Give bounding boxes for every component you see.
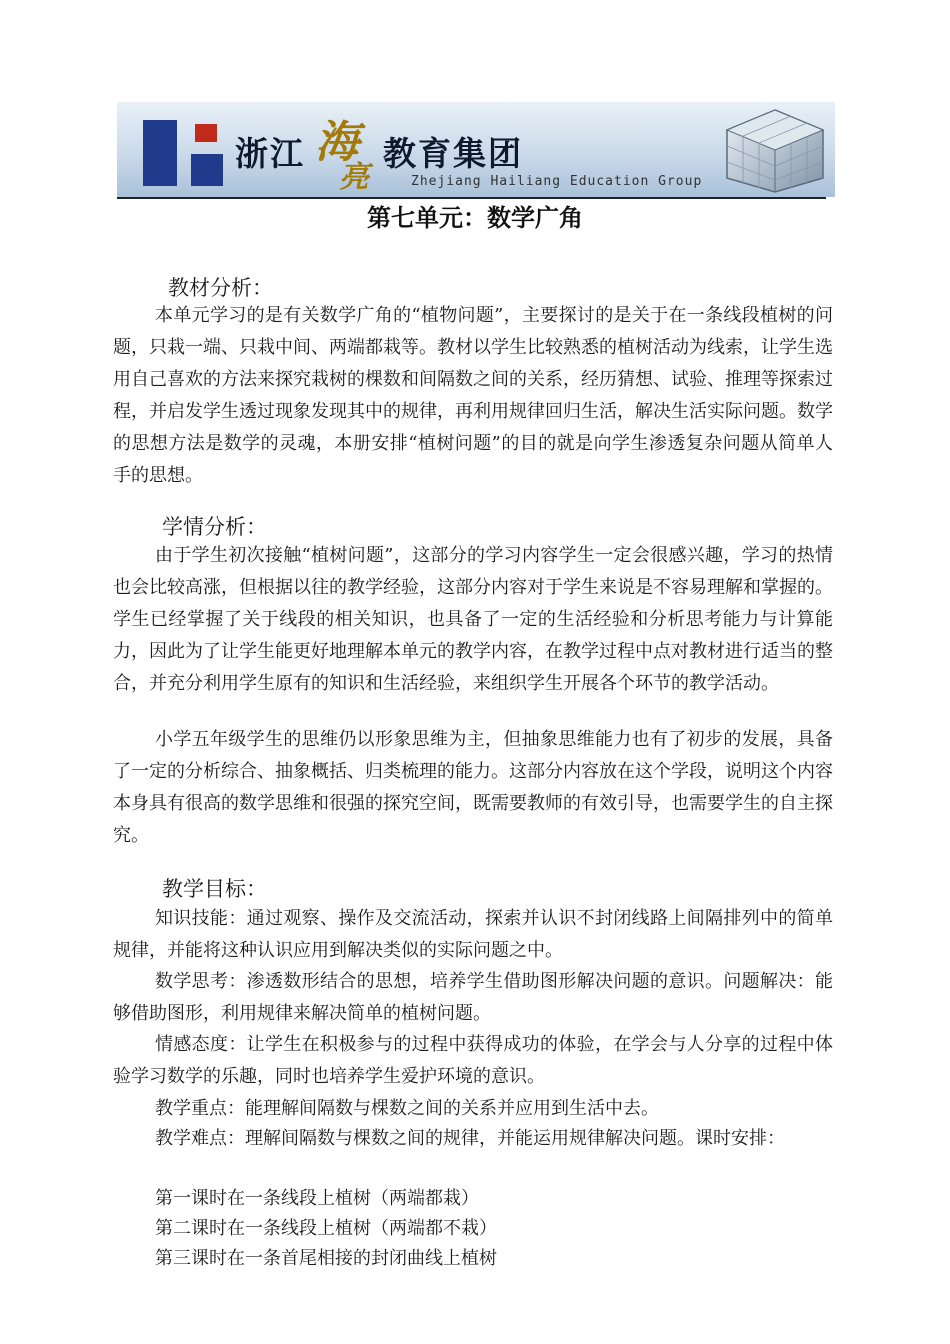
banner-brand-calligraphy <box>313 106 385 195</box>
section-heading-material: 教材分析： <box>168 276 273 300</box>
banner-cn-name-left: 浙江 <box>235 134 305 173</box>
logo-red-square <box>195 124 217 142</box>
students-analysis-paragraph-1: 由于学生初次接触“植树问题”，这部分的学习内容学生一定会很感兴趣，学习的热情也会比较高涨，但根据以往的教学经验，这部分内容对于学生来说是不容易理解和掌握的。学生已经掌握了关于线段的相关知识，也具备了一定的生活经验和分析思考能力与计算能力，因此为了让学生能更好地理解本单元的教学内容，在教学过程中点对教材进行适当的整合，并充分利用学生原有的知识和生活经验，来组织学生开展各个环节的教学活动。 <box>113 545 833 694</box>
lesson-item-1: 第一课时在一条线段上植树（两端都栽） <box>155 1188 479 1209</box>
glass-cube-icon <box>723 108 827 194</box>
group-logo <box>143 120 223 186</box>
goal-math-thinking: 数学思考：渗透数形结合的思想，培养学生借助图形解决问题的意识。问题解决：能够借助图形，利用规律来解决简单的植树问题。 <box>113 971 833 1024</box>
material-analysis-paragraph: 本单元学习的是有关数学广角的“植物问题”，主要探讨的是关于在一条线段植树的问题，只栽一端、只栽中间、两端都栽等。教材以学生比较熟悉的植树活动为线索，让学生选用自己喜欢的方法来探究栽树的棵数和间隔数之间的关系，经历猜想、试验、推理等探索过程，并启发学生透过现象发现其中的规律，再利用规律回归生活，解决生活实际问题。数学的思想方法是数学的灵魂，本册安排“植树问题”的目的就是向学生渗透复杂问题从简单人手的思想。 <box>113 305 833 486</box>
lesson-item-3: 第三课时在一条首尾相接的封闭曲线上植树 <box>155 1248 497 1269</box>
section-heading-students: 学情分析： <box>162 515 267 539</box>
teaching-difficulty: 教学难点：理解间隔数与棵数之间的规律，并能运用规律解决问题。课时安排： <box>155 1128 785 1149</box>
banner-cn-name-right: 教育集团 <box>383 134 523 173</box>
header-banner <box>117 102 835 197</box>
banner-en-name: Zhejiang Hailiang Education Group <box>411 174 703 189</box>
goal-emotional-attitude: 情感态度：让学生在积极参与的过程中获得成功的体验，在学会与人分享的过程中体验学习数学的乐趣，同时也培养学生爱护环境的意识。 <box>113 1034 833 1087</box>
banner-divider <box>117 197 826 199</box>
students-analysis-paragraph-2: 小学五年级学生的思维仍以形象思维为主，但抽象思维能力也有了初步的发展，具备了一定的分析综合、抽象概括、归类梳理的能力。这部分内容放在这个学段，说明这个内容本身具有很高的数学思维和很强的探究空间，既需要教师的有效引导，也需要学生的自主探究。 <box>113 729 833 846</box>
page-title: 第七单元：数学广角 <box>367 204 583 232</box>
goal-knowledge-skills: 知识技能：通过观察、操作及交流活动，探索并认识不封闭线路上间隔排列中的简单规律，并能将这种认识应用到解决类似的实际问题之中。 <box>113 908 833 961</box>
brand-char-1: 海 <box>315 117 359 168</box>
section-heading-goals: 教学目标： <box>162 877 267 901</box>
brand-char-2: 亮 <box>339 160 369 195</box>
lesson-item-2: 第二课时在一条线段上植树（两端都不栽） <box>155 1218 497 1239</box>
teaching-key-point: 教学重点：能理解间隔数与棵数之间的关系并应用到生活中去。 <box>155 1098 659 1119</box>
